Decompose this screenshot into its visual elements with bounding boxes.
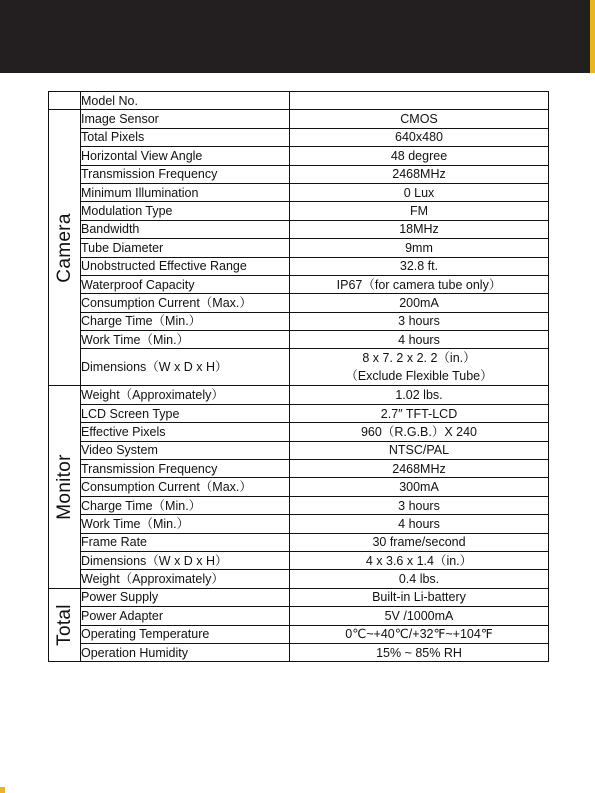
spec-label: Transmission Frequency: [81, 460, 290, 478]
spec-value: FM: [290, 202, 549, 220]
table-row: [49, 423, 549, 441]
spec-value: 200mA: [290, 294, 549, 312]
group-cell-empty: [49, 92, 81, 110]
group-monitor: [49, 386, 81, 588]
spec-label: Image Sensor: [81, 110, 290, 128]
table-row: [49, 643, 549, 661]
table-row: [49, 515, 549, 533]
spec-label: Unobstructed Effective Range: [81, 257, 290, 275]
table-row: [49, 294, 549, 312]
spec-value: 2.7″ TFT-LCD: [290, 404, 549, 422]
spec-value: 300mA: [290, 478, 549, 496]
table-row: [49, 386, 549, 404]
group-label: Total: [53, 604, 75, 646]
spec-value: [290, 92, 549, 110]
spec-value-line: 8 x 7. 2 x 2. 2（in.）: [362, 351, 476, 366]
table-row: [49, 239, 549, 257]
spec-label: Model No.: [81, 92, 290, 110]
header-bar: [0, 0, 595, 73]
spec-value: 0℃~+40℃/+32℉~+104℉: [290, 625, 549, 643]
table-row: [49, 496, 549, 514]
spec-label: Power Adapter: [81, 607, 290, 625]
spec-value: 2468MHz: [290, 460, 549, 478]
spec-label: Transmission Frequency: [81, 165, 290, 183]
spec-label: Minimum Illumination: [81, 183, 290, 201]
table-row: [49, 331, 549, 349]
spec-value: Built-in Li-battery: [290, 588, 549, 606]
spec-value: 5V /1000mA: [290, 607, 549, 625]
group-label: Monitor: [53, 454, 75, 520]
spec-value: 32.8 ft.: [290, 257, 549, 275]
spec-label: Charge Time（Min.）: [81, 496, 290, 514]
spec-value: 2468MHz: [290, 165, 549, 183]
spec-value: 30 frame/second: [290, 533, 549, 551]
spec-value: 3 hours: [290, 496, 549, 514]
spec-label: Modulation Type: [81, 202, 290, 220]
table-row: [49, 404, 549, 422]
spec-value-multiline: [290, 349, 549, 386]
spec-value: 960（R.G.B.）X 240: [290, 423, 549, 441]
spec-label: LCD Screen Type: [81, 404, 290, 422]
spec-label: Power Supply: [81, 588, 290, 606]
spec-label: Effective Pixels: [81, 423, 290, 441]
spec-label: Waterproof Capacity: [81, 275, 290, 293]
spec-label: Work Time（Min.）: [81, 331, 290, 349]
table-row: [49, 312, 549, 330]
spec-label: Consumption Current（Max.）: [81, 294, 290, 312]
spec-value-line: （Exclude Flexible Tube）: [345, 369, 493, 384]
spec-label: Dimensions（W x D x H）: [81, 349, 290, 386]
table-row: [49, 588, 549, 606]
spec-value: 3 hours: [290, 312, 549, 330]
table-row: [49, 275, 549, 293]
spec-value: CMOS: [290, 110, 549, 128]
spec-label: Horizontal View Angle: [81, 147, 290, 165]
spec-label: Frame Rate: [81, 533, 290, 551]
spec-label: Operation Humidity: [81, 643, 290, 661]
table-row: [49, 147, 549, 165]
table-row: [49, 128, 549, 146]
spec-label: Total Pixels: [81, 128, 290, 146]
spec-label: Work Time（Min.）: [81, 515, 290, 533]
table-row: [49, 257, 549, 275]
spec-value: 4 hours: [290, 331, 549, 349]
spec-label: Consumption Current（Max.）: [81, 478, 290, 496]
table-row: [49, 349, 549, 386]
specification-table: [48, 91, 549, 662]
group-label: Camera: [53, 213, 75, 283]
table-row: [49, 625, 549, 643]
spec-label: Video System: [81, 441, 290, 459]
spec-value: 15% ~ 85% RH: [290, 643, 549, 661]
spec-value: 4 x 3.6 x 1.4（in.）: [290, 551, 549, 569]
spec-value: 9mm: [290, 239, 549, 257]
spec-label: Bandwidth: [81, 220, 290, 238]
table-row: [49, 165, 549, 183]
table-row: [49, 220, 549, 238]
table-row: [49, 551, 549, 569]
table-row: [49, 460, 549, 478]
spec-value: 1.02 lbs.: [290, 386, 549, 404]
table-row: [49, 441, 549, 459]
spec-label: Weight（Approximately）: [81, 386, 290, 404]
table-row: [49, 607, 549, 625]
group-camera: [49, 110, 81, 386]
table-row: [49, 183, 549, 201]
table-row: [49, 202, 549, 220]
group-total: [49, 588, 81, 662]
footer-accent-mark: [0, 787, 5, 793]
spec-value: IP67（for camera tube only）: [290, 275, 549, 293]
spec-label: Weight（Approximately）: [81, 570, 290, 588]
table-row: [49, 570, 549, 588]
spec-value: 4 hours: [290, 515, 549, 533]
spec-value: 0 Lux: [290, 183, 549, 201]
spec-label: Charge Time（Min.）: [81, 312, 290, 330]
spec-value: 0.4 lbs.: [290, 570, 549, 588]
table-row: [49, 110, 549, 128]
spec-label: Tube Diameter: [81, 239, 290, 257]
spec-label: Dimensions（W x D x H）: [81, 551, 290, 569]
table-row: [49, 533, 549, 551]
header-accent-stripe: [590, 0, 595, 73]
table-row: [49, 92, 549, 110]
table-row: [49, 478, 549, 496]
spec-value: 640x480: [290, 128, 549, 146]
spec-value: NTSC/PAL: [290, 441, 549, 459]
spec-label: Operating Temperature: [81, 625, 290, 643]
spec-value: 18MHz: [290, 220, 549, 238]
spec-value: 48 degree: [290, 147, 549, 165]
